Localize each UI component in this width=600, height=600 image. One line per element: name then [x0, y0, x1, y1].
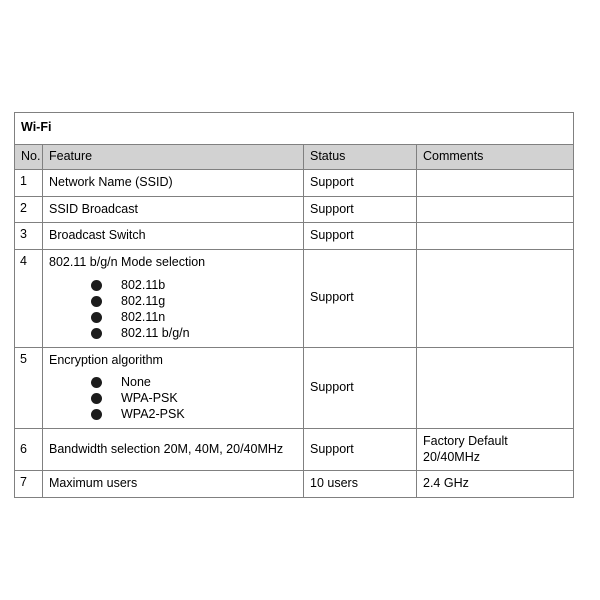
- row-feature: 802.11 b/g/n Mode selection: [49, 254, 206, 269]
- column-header-comments: Comments: [417, 145, 574, 170]
- list-item-label: WPA2-PSK: [121, 407, 185, 422]
- list-item: [91, 406, 303, 422]
- row-number: 6: [15, 429, 43, 471]
- feature-bullet-list: [43, 277, 303, 341]
- column-header-status: Status: [304, 145, 417, 170]
- table-title-row: [15, 113, 574, 145]
- row-status: Support: [304, 223, 417, 250]
- list-item: [91, 374, 303, 390]
- row-comments: [417, 249, 574, 347]
- row-feature: Broadcast Switch: [43, 223, 304, 250]
- row-comments: [417, 196, 574, 223]
- row-status: Support: [304, 347, 417, 429]
- row-comments-cell: [417, 429, 574, 471]
- table-row: [15, 347, 574, 429]
- row-number: 4: [15, 249, 43, 347]
- row-status: Support: [304, 429, 417, 471]
- table-row: [15, 249, 574, 347]
- row-comments: [417, 170, 574, 197]
- row-status: Support: [304, 196, 417, 223]
- list-item-label: 802.11 b/g/n: [121, 325, 190, 340]
- bullet-dot-icon: [91, 280, 102, 291]
- row-feature-cell: [43, 249, 304, 347]
- list-item: [91, 325, 303, 341]
- row-comments: 2.4 GHz: [417, 471, 574, 498]
- row-comments: [417, 223, 574, 250]
- bullet-dot-icon: [91, 296, 102, 307]
- list-item-label: 802.11n: [121, 309, 166, 324]
- row-feature: Encryption algorithm: [49, 352, 163, 367]
- feature-bullet-list: [43, 374, 303, 422]
- bullet-dot-icon: [91, 328, 102, 339]
- row-feature: SSID Broadcast: [43, 196, 304, 223]
- column-header-no: No.: [15, 145, 43, 170]
- list-item-label: WPA-PSK: [121, 391, 178, 406]
- row-comments-line2: 20/40MHz: [423, 449, 480, 464]
- row-number: 7: [15, 471, 43, 498]
- row-number: 2: [15, 196, 43, 223]
- row-feature-cell: [43, 347, 304, 429]
- list-item: [91, 293, 303, 309]
- bullet-dot-icon: [91, 393, 102, 404]
- row-number: 3: [15, 223, 43, 250]
- row-number: 1: [15, 170, 43, 197]
- table-row: [15, 429, 574, 471]
- row-feature: Network Name (SSID): [43, 170, 304, 197]
- column-header-feature: Feature: [43, 145, 304, 170]
- list-item-label: 802.11b: [121, 277, 166, 292]
- list-item-label: None: [121, 375, 151, 390]
- row-number: 5: [15, 347, 43, 429]
- list-item: [91, 390, 303, 406]
- row-comments-line1: Factory Default: [423, 434, 508, 449]
- bullet-dot-icon: [91, 312, 102, 323]
- table-header-row: [15, 145, 574, 170]
- row-feature: Maximum users: [43, 471, 304, 498]
- list-item: [91, 309, 303, 325]
- table-row: [15, 196, 574, 223]
- row-status: Support: [304, 170, 417, 197]
- row-feature: Bandwidth selection 20M, 40M, 20/40MHz: [43, 429, 304, 471]
- list-item: [91, 277, 303, 293]
- row-status: 10 users: [304, 471, 417, 498]
- bullet-dot-icon: [91, 409, 102, 420]
- table-row: [15, 223, 574, 250]
- table-row: [15, 170, 574, 197]
- table-title: Wi-Fi: [15, 113, 574, 145]
- table-row: [15, 471, 574, 498]
- row-status: Support: [304, 249, 417, 347]
- list-item-label: 802.11g: [121, 293, 166, 308]
- wifi-spec-table: [14, 112, 574, 498]
- row-comments: [417, 347, 574, 429]
- bullet-dot-icon: [91, 377, 102, 388]
